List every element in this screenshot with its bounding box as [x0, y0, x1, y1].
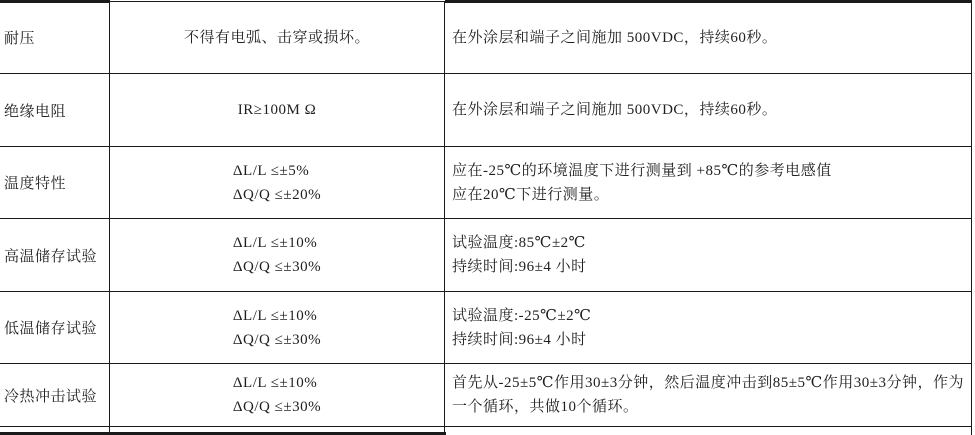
- test-item-cell: [0, 147, 110, 218]
- condition-cell: [445, 2, 971, 73]
- requirement-line: ΔL/L ≤±5%: [232, 162, 310, 179]
- test-item-label: 温度特性: [4, 176, 67, 192]
- test-item-label: 高温储存试验: [4, 248, 98, 265]
- test-item-label: 绝缘电阻: [4, 103, 67, 120]
- table-row: [0, 74, 971, 147]
- table-row: [0, 364, 971, 427]
- test-item-cell: [0, 292, 110, 363]
- requirement-cell: [110, 292, 445, 363]
- table-row: [0, 2, 971, 74]
- condition-line: 持续时间:96±4 小时: [452, 259, 587, 275]
- requirement-cell: [110, 147, 445, 218]
- test-item-label: 耐压: [4, 31, 36, 47]
- requirement-line: ΔL/L ≤±10%: [232, 375, 318, 391]
- test-item-cell: [0, 364, 110, 426]
- requirement-line: 不得有电弧、击穿或损坏。: [183, 29, 370, 46]
- requirement-line: ΔQ/Q ≤±20%: [232, 186, 322, 203]
- condition-cell: [445, 74, 971, 146]
- condition-line: 持续时间:96±4 小时: [452, 331, 587, 348]
- test-item-cell: [0, 2, 110, 73]
- requirement-line: ΔQ/Q ≤±30%: [232, 331, 322, 348]
- table-row: [0, 219, 971, 292]
- condition-cell: [445, 292, 971, 363]
- test-item-cell: [0, 74, 110, 146]
- requirement-line: ΔQ/Q ≤±30%: [232, 399, 322, 415]
- condition-line: 在外涂层和端子之间施加 500VDC，持续60秒。: [452, 102, 778, 118]
- condition-line: 应在20℃下进行测量。: [452, 186, 610, 203]
- condition-cell: [445, 427, 971, 435]
- test-item-label: 低温储存试验: [4, 321, 98, 337]
- requirement-cell: [110, 219, 445, 291]
- table-top-border-thick-right: [445, 0, 972, 3]
- condition-line: 试验温度:85℃±2℃: [452, 235, 586, 251]
- requirement-cell: [110, 74, 445, 146]
- condition-cell: [445, 364, 971, 426]
- test-item-label: 冷热冲击试验: [4, 388, 98, 405]
- requirement-cell: [110, 2, 445, 73]
- condition-line: 首先从-25±5℃作用30±3分钟，然后温度冲击到85±5℃作用30±3分钟，作为一个循环，共做10个循环。: [452, 375, 964, 415]
- requirement-cell: [110, 364, 445, 426]
- condition-line: 应在-25℃的环境温度下进行测量到 +85℃的参考电感值: [452, 162, 832, 179]
- requirement-line: ΔQ/Q ≤±30%: [232, 259, 322, 275]
- requirement-line: ΔL/L ≤±10%: [232, 307, 318, 324]
- condition-line: 试验温度:-25℃±2℃: [452, 307, 592, 324]
- table-row: [0, 292, 971, 364]
- test-item-cell: [0, 219, 110, 291]
- condition-cell: [445, 219, 971, 291]
- table-top-border-thick-left: [0, 0, 110, 3]
- condition-cell: [445, 147, 971, 218]
- condition-line: 在外涂层和端子之间施加 500VDC，持续60秒。: [452, 29, 778, 46]
- requirement-line: ΔL/L ≤±10%: [232, 235, 318, 251]
- requirement-line: IR≥100M Ω: [237, 102, 317, 118]
- table-row: [0, 147, 971, 219]
